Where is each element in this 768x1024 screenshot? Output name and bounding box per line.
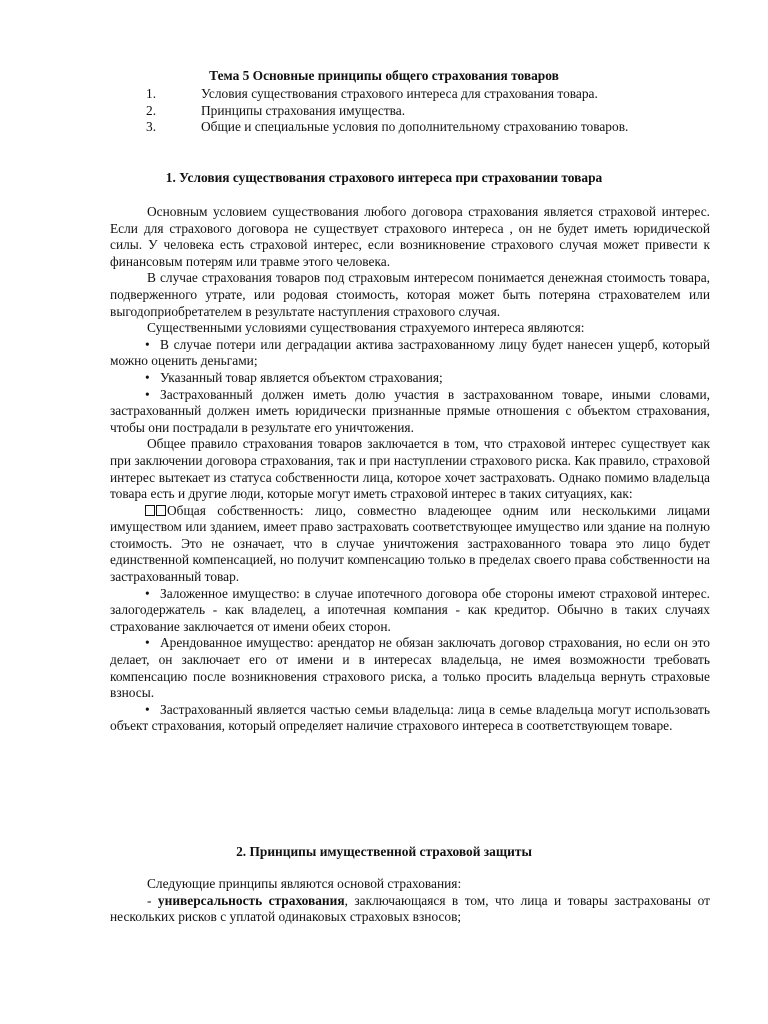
paragraph: В случае страхования товаров под страховым интересом понимается денежная стоимость товара, подверженного утрате, или родовая стоимость, которая может быть потеряна страхователем или выгодоприобретателем в результате наступления страхового случая. [110, 270, 710, 319]
bullet-item [110, 635, 710, 701]
bullet-item [110, 503, 710, 586]
bullet-item [110, 702, 710, 735]
outline-number: 3. [146, 119, 157, 135]
principle-text: , заключающаяся в том, что лица и товары застрахованы от нескольких рисков с уплатой одинаковых страховых взносов; [110, 892, 710, 925]
bullet-text: Указанный товар является объектом страхования; [160, 369, 443, 385]
bullet-text: В случае потери или деградации актива застрахованному лицу будет нанесен ущерб, который можно оценить деньгами; [110, 336, 710, 369]
bullet-icon: • [145, 701, 150, 717]
outline-text: Принципы страхования имущества. [201, 102, 406, 118]
bullet-text: Общая собственность: лицо, совместно владеющее одним или несколькими лицами имуществом или зданием, имеет право застраховать соответствующее имущество или здание на полную стоимость. Это не означает, что в случае уничтожения застрахованного товара это лицо будет единственной компенсацией, но получит компенсацию только в пределах своего права собственности на застрахованный товар. [110, 502, 710, 585]
bullet-item [110, 387, 710, 437]
bullet-text: Арендованное имущество: арендатор не обязан заключать договор страхования, но если он это делает, он заключает его от имени и в интересах владельца, не имея возможности требовать компенсацию после возникновения страхового риска, а только просить владельца вернуть страховые взносы. [110, 635, 710, 701]
dash-marker: - [147, 892, 152, 908]
document-title: Тема 5 Основные принципы общего страхования товаров [209, 68, 559, 83]
outline-number: 1. [146, 86, 157, 101]
bullet-text: Застрахованный является частью семьи владельца: лица в семье владельца могут использовать объект страхования, который определяет наличие страхового интереса в соответствующем товаре. [110, 701, 710, 734]
section-2-body [110, 876, 710, 926]
bullet-item [110, 586, 710, 636]
section-2-heading: 2. Принципы имущественной страховой защиты [236, 844, 532, 859]
section-1-body [110, 204, 710, 735]
bullet-text: Заложенное имущество: в случае ипотечного договора обе стороны имеют страховой интерес. залогодержатель - как владелец, а ипотечная компания - как кредитор. Обычно в таких случаях страхование заключается от имени обеих сторон. [110, 585, 710, 634]
principle-term: универсальность страхования [157, 892, 345, 908]
paragraph: Основным условием существования любого договора страхования является страховой интерес. Если для страхового договора не существует страхового интереса , он не будет иметь юридической силы. У человека есть страховой интерес, если возникновение страхового случая может привести к финансовым потерям или травме этого человека. [110, 204, 710, 269]
paragraph [110, 893, 710, 926]
bullet-text: Застрахованный должен иметь долю участия в застрахованном товаре, иными словами, застрахованный должен иметь юридически признанные прямые отношения с объектом страхования, чтобы они пострадали в результате его уничтожения. [110, 386, 710, 435]
bullet-icon: • [145, 336, 150, 352]
bullet-item [110, 370, 710, 387]
bullet-item [110, 337, 710, 370]
missing-glyph-icon [145, 505, 155, 516]
outline-item [0, 119, 768, 136]
missing-glyph-icon [156, 505, 166, 516]
outline-number: 2. [146, 102, 157, 118]
paragraph: Общее правило страхования товаров заключается в том, что страховой интерес существует как при заключении договора страхования, так и при наступлении страхового риска. Как правило, страховой интерес вытекает из статуса собственности лица, которое хочет застраховать. Однако помимо владельца товара есть и другие люди, которые могут иметь страховой интерес в таких ситуациях, как: [110, 436, 710, 502]
outline-text: Общие и специальные условия по дополнительному страхованию товаров. [201, 119, 629, 135]
bullet-icon: • [145, 386, 150, 402]
topic-outline [0, 86, 768, 136]
outline-item [0, 86, 768, 103]
section-1-heading: 1. Условия существования страхового интереса при страховании товара [165, 170, 603, 185]
bullet-icon: • [145, 635, 150, 651]
paragraph: Существенными условиями существования страхуемого интереса являются: [147, 320, 585, 336]
outline-item [0, 103, 768, 120]
outline-text: Условия существования страхового интереса для страхования товара. [201, 86, 598, 101]
bullet-icon: • [145, 369, 150, 385]
bullet-icon: • [145, 585, 150, 601]
paragraph: Следующие принципы являются основой страхования: [147, 876, 462, 891]
